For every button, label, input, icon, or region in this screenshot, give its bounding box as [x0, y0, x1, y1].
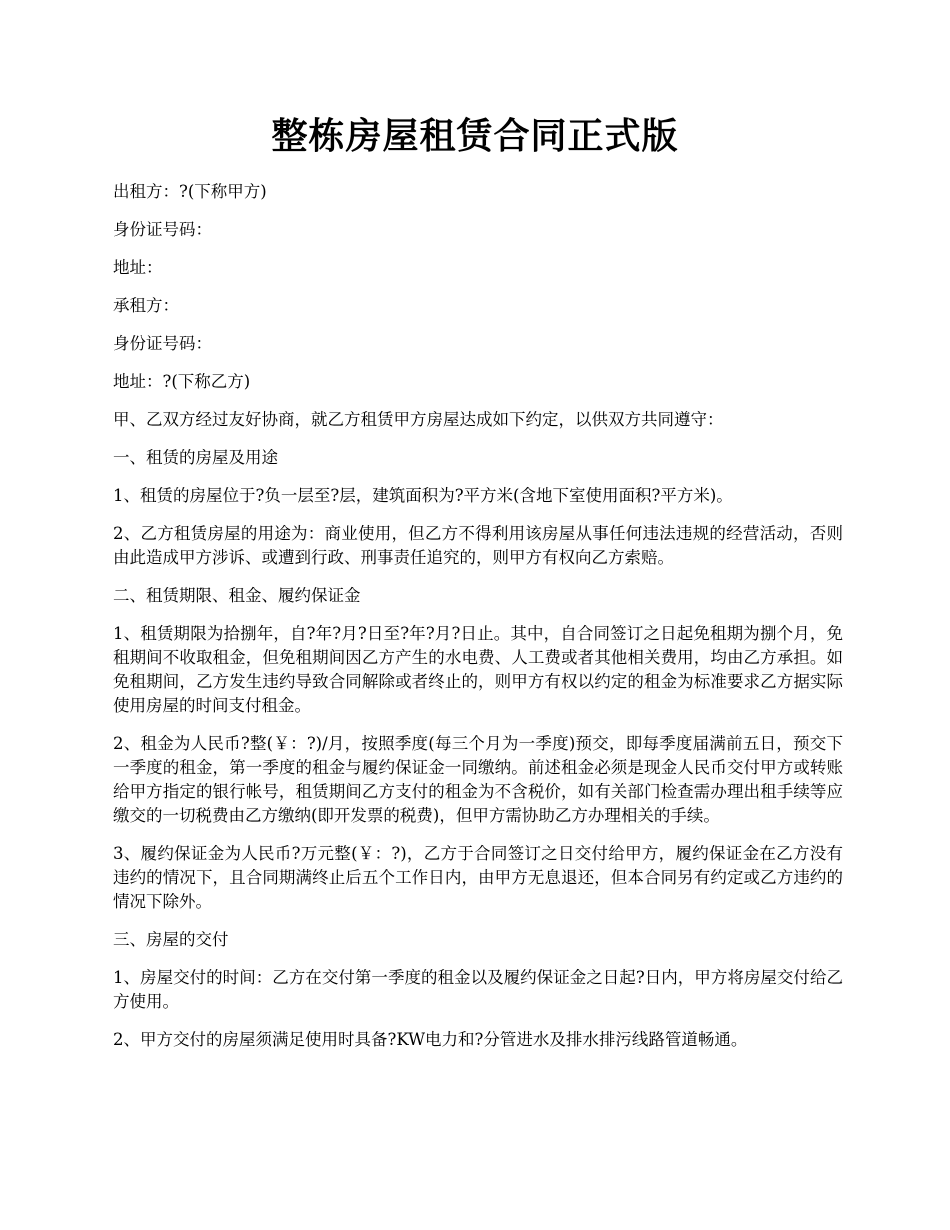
lessee-address-line: 地址：?(下称乙方) [113, 372, 251, 391]
lessee-id-number-line: 身份证号码： [113, 334, 212, 353]
document-body [113, 180, 843, 1066]
lessor-address-line: 地址： [113, 258, 163, 277]
section-heading-2: 二、租赁期限、租金、履约保证金 [113, 586, 361, 605]
document-title: 整栋房屋租赁合同正式版 [271, 115, 679, 157]
lessor-id-number-line: 身份证号码： [113, 220, 212, 239]
section-heading-1: 一、租赁的房屋及用途 [113, 448, 278, 467]
clause-2-3: 3、履约保证金为人民币?万元整(￥：?)，乙方于合同签订之日交付给甲方，履约保证金在乙方没有违约的情况下，且合同期满终止后五个工作日内，由甲方无息退还，但本合同另有约定或乙方违约的情况下除外。 [113, 844, 843, 911]
clause-2-1: 1、租赁期限为拾捌年，自?年?月?日至?年?月?日止。其中，自合同签订之日起免租期为捌个月，免租期间不收取租金，但免租期间因乙方产生的水电费、人工费或者其他相关费用，均由乙方承担。如免租期间，乙方发生违约导致合同解除或者终止的，则甲方有权以约定的租金为标准要求乙方据实际使用房屋的时间支付租金。 [113, 624, 843, 715]
clause-2-2: 2、租金为人民币?整(￥：?)/月，按照季度(每三个月为一季度)预交，即每季度届满前五日，预交下一季度的租金，第一季度的租金与履约保证金一同缴纳。前述租金必须是现金人民币交付甲方或转账给甲方指定的银行帐号，租赁期间乙方支付的租金为不含税价，如有关部门检查需办理出租手续等应缴交的一切税费由乙方缴纳(即开发票的税费)，但甲方需协助乙方办理相关的手续。 [113, 734, 843, 825]
lessee-line: 承租方： [113, 296, 179, 315]
clause-1-2: 2、乙方租赁房屋的用途为：商业使用，但乙方不得利用该房屋从事任何违法违规的经营活动，否则由此造成甲方涉诉、或遭到行政、刑事责任追究的，则甲方有权向乙方索赔。 [113, 524, 843, 567]
clause-3-1: 1、房屋交付的时间：乙方在交付第一季度的租金以及履约保证金之日起?日内，甲方将房屋交付给乙方使用。 [113, 968, 843, 1011]
agreement-intro: 甲、乙双方经过友好协商，就乙方租赁甲方房屋达成如下约定，以供双方共同遵守： [113, 410, 724, 429]
clause-3-2: 2、甲方交付的房屋须满足使用时具备?KW电力和?分管进水及排水排污线路管道畅通。 [113, 1030, 748, 1049]
section-heading-3: 三、房屋的交付 [113, 930, 229, 949]
lessor-line: 出租方：?(下称甲方) [113, 182, 267, 201]
clause-1-1: 1、租赁的房屋位于?负一层至?层，建筑面积为?平方米(含地下室使用面积?平方米)。 [113, 486, 733, 505]
